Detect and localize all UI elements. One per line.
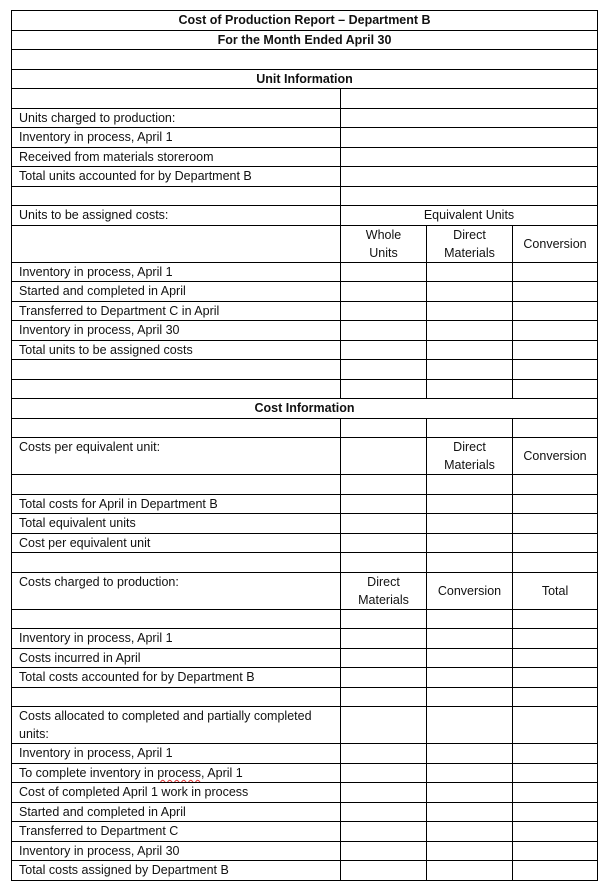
table-row xyxy=(12,128,598,148)
row-label: Inventory in process, April 1 xyxy=(12,744,341,764)
table-row xyxy=(12,340,598,360)
col-header-whole-units: Whole Units xyxy=(341,225,427,262)
row-label: Cost per equivalent unit xyxy=(12,533,341,553)
row-label: Started and completed in April xyxy=(12,282,341,302)
table-row xyxy=(12,514,598,534)
equivalent-units-header: Equivalent Units xyxy=(341,206,598,226)
report-table xyxy=(11,10,598,881)
subtitle-row xyxy=(12,30,598,50)
table-row xyxy=(12,783,598,803)
cost-information-heading: Cost Information xyxy=(12,399,598,419)
row-label: Started and completed in April xyxy=(12,802,341,822)
table-row xyxy=(12,282,598,302)
title-row xyxy=(12,11,598,31)
units-assigned-label: Units to be assigned costs: xyxy=(12,206,341,226)
row-label: Inventory in process, April 1 xyxy=(12,128,341,148)
row-label: Inventory in process, April 30 xyxy=(12,321,341,341)
table-row xyxy=(12,841,598,861)
table-row xyxy=(12,533,598,553)
table-row xyxy=(12,494,598,514)
table-row xyxy=(12,668,598,688)
blank-row xyxy=(12,418,598,438)
table-row xyxy=(12,167,598,187)
col-header-conversion: Conversion xyxy=(513,225,598,262)
blank-row xyxy=(12,50,598,70)
row-label: Inventory in process, April 30 xyxy=(12,841,341,861)
table-row xyxy=(12,629,598,649)
cost-of-production-report xyxy=(11,10,597,881)
row-label: Total units accounted for by Department B xyxy=(12,167,341,187)
row-label: To complete inventory in process, April 1 xyxy=(12,763,341,783)
col-header-direct-materials: Direct Materials xyxy=(427,225,513,262)
blank-row xyxy=(12,379,598,399)
table-row xyxy=(12,822,598,842)
table-row xyxy=(12,802,598,822)
col-header-direct-materials: Direct Materials xyxy=(341,572,427,609)
table-row xyxy=(12,147,598,167)
table-row xyxy=(12,648,598,668)
blank-row xyxy=(12,687,598,707)
table-row xyxy=(12,301,598,321)
blank-row xyxy=(12,186,598,206)
row-label: Total units to be assigned costs xyxy=(12,340,341,360)
units-charged-label: Units charged to production: xyxy=(12,108,341,128)
row-label: Received from materials storeroom xyxy=(12,147,341,167)
units-charged-label-row xyxy=(12,108,598,128)
row-label: Inventory in process, April 1 xyxy=(12,262,341,282)
blank-row xyxy=(12,89,598,109)
row-label: Total costs accounted for by Department B xyxy=(12,668,341,688)
blank-row xyxy=(12,360,598,380)
row-label: Total costs assigned by Department B xyxy=(12,861,341,881)
table-row xyxy=(12,262,598,282)
blank-row xyxy=(12,609,598,629)
table-row xyxy=(12,321,598,341)
row-label: Transferred to Department C xyxy=(12,822,341,842)
blank-row xyxy=(12,475,598,495)
row-label: Inventory in process, April 1 xyxy=(12,629,341,649)
costs-allocated-label: Costs allocated to completed and partially completed units: xyxy=(12,707,341,744)
table-row xyxy=(12,861,598,881)
report-title: Cost of Production Report – Department B xyxy=(12,11,598,31)
costs-per-eu-label: Costs per equivalent unit: xyxy=(12,438,341,475)
units-assigned-label-row xyxy=(12,206,598,226)
table-row xyxy=(12,744,598,764)
col-header-conversion: Conversion xyxy=(513,438,598,475)
unit-information-heading: Unit Information xyxy=(12,69,598,89)
section-heading-row xyxy=(12,399,598,419)
col-header-total: Total xyxy=(513,572,598,609)
row-label: Total equivalent units xyxy=(12,514,341,534)
costs-charged-label: Costs charged to production: xyxy=(12,572,341,609)
row-label: Total costs for April in Department B xyxy=(12,494,341,514)
col-header-conversion: Conversion xyxy=(427,572,513,609)
section-heading-row xyxy=(12,69,598,89)
row-label: Cost of completed April 1 work in process xyxy=(12,783,341,803)
report-subtitle: For the Month Ended April 30 xyxy=(12,30,598,50)
row-label: Costs incurred in April xyxy=(12,648,341,668)
blank-row xyxy=(12,553,598,573)
table-row xyxy=(12,763,598,783)
col-header-direct-materials: Direct Materials xyxy=(427,438,513,475)
row-label: Transferred to Department C in April xyxy=(12,301,341,321)
